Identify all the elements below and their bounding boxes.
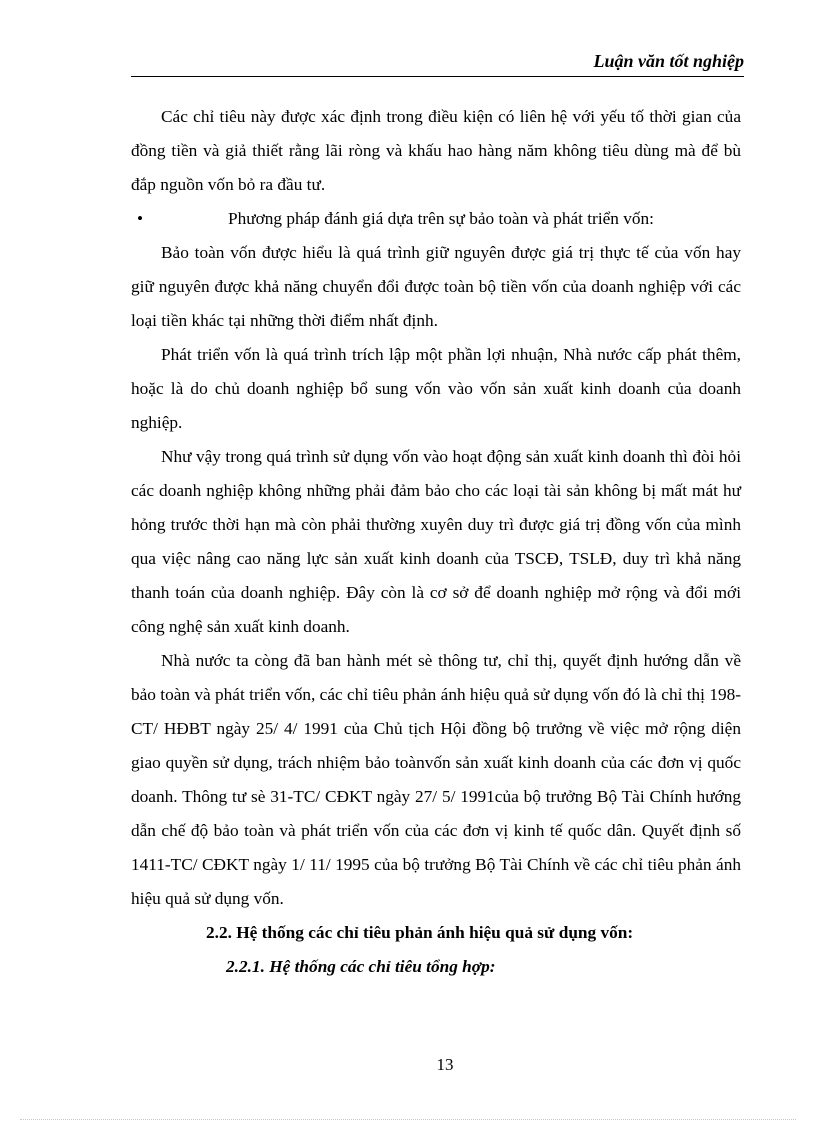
subsection-heading-2-2-1: 2.2.1. Hệ thống các chỉ tiêu tổng hợp: bbox=[226, 957, 496, 976]
paragraph-capital-development: Phát triển vốn là quá trình trích lập một phần lợi nhuận, Nhà nước cấp phát thêm, hoặc là do chủ doanh nghiệp bổ sung vốn vào vốn sản xuất kinh doanh của doanh nghiệp. bbox=[131, 345, 741, 432]
header-divider bbox=[131, 76, 744, 77]
document-body bbox=[131, 100, 741, 984]
paragraph-enterprise-requirements: Như vậy trong quá trình sử dụng vốn vào hoạt động sản xuất kinh doanh thì đòi hỏi các doanh nghiệp không những phải đảm bảo cho các loại tài sản không bị mất mát hư hỏng trước thời hạn mà còn phải thường xuyên duy trì được giá trị đồng vốn của mình qua việc nâng cao năng lực sản xuất kinh doanh của TSCĐ, TSLĐ, duy trì khả năng thanh toán của doanh nghiệp. Đây còn là cơ sở để doanh nghiệp mở rộng và đổi mới công nghệ sản xuất kinh doanh. bbox=[131, 447, 741, 636]
bullet-icon: • bbox=[137, 209, 144, 228]
running-header-title: Luận văn tốt nghiệp bbox=[593, 51, 744, 71]
paragraph-state-regulations: Nhà nước ta còng đã ban hành mét sè thông tư, chỉ thị, quyết định hướng dẫn về bảo toàn và phát triển vốn, các chỉ tiêu phản ánh hiệu quả sử dụng vốn đó là chỉ thị 198- CT/ HĐBT ngày 25/ 4/ 1991 của Chủ tịch Hội đồng bộ trưởng về việc mở rộng diện giao quyền sử dụng, trách nhiệm bảo toànvốn sản xuất kinh doanh của các đơn vị quốc doanh. Thông tư sè 31-TC/ CĐKT ngày 27/ 5/ 1991của bộ trưởng Bộ Tài Chính hướng dẫn chế độ bảo toàn và phát triển vốn của các đơn vị kinh tế quốc dân. Quyết định số 1411-TC/ CĐKT ngày 1/ 11/ 1995 của bộ trưởng Bộ Tài Chính về các chỉ tiêu phản ánh hiệu quả sử dụng vốn. bbox=[131, 651, 741, 908]
paragraph-capital-preservation: Bảo toàn vốn được hiểu là quá trình giữ nguyên được giá trị thực tế của vốn hay giữ nguyên được khả năng chuyển đổi được toàn bộ tiền vốn của doanh nghiệp với các loại tiền khác tại những thời điểm nhất định. bbox=[131, 243, 741, 330]
paragraph-time-value: Các chỉ tiêu này được xác định trong điều kiện có liên hệ với yếu tố thời gian của đồng tiền và giả thiết rằng lãi ròng và khấu hao hàng năm không tiêu dùng mà để bù đắp nguồn vốn bỏ ra đầu tư. bbox=[131, 107, 741, 194]
bullet-item-label: Phương pháp đánh giá dựa trên sự bảo toàn và phát triển vốn: bbox=[228, 209, 654, 228]
bullet-item-method bbox=[131, 202, 741, 236]
page-number: 13 bbox=[436, 1055, 454, 1074]
page-bottom-border bbox=[20, 1119, 796, 1120]
section-heading-2-2: 2.2. Hệ thống các chỉ tiêu phản ánh hiệu quả sử dụng vốn: bbox=[206, 923, 634, 942]
